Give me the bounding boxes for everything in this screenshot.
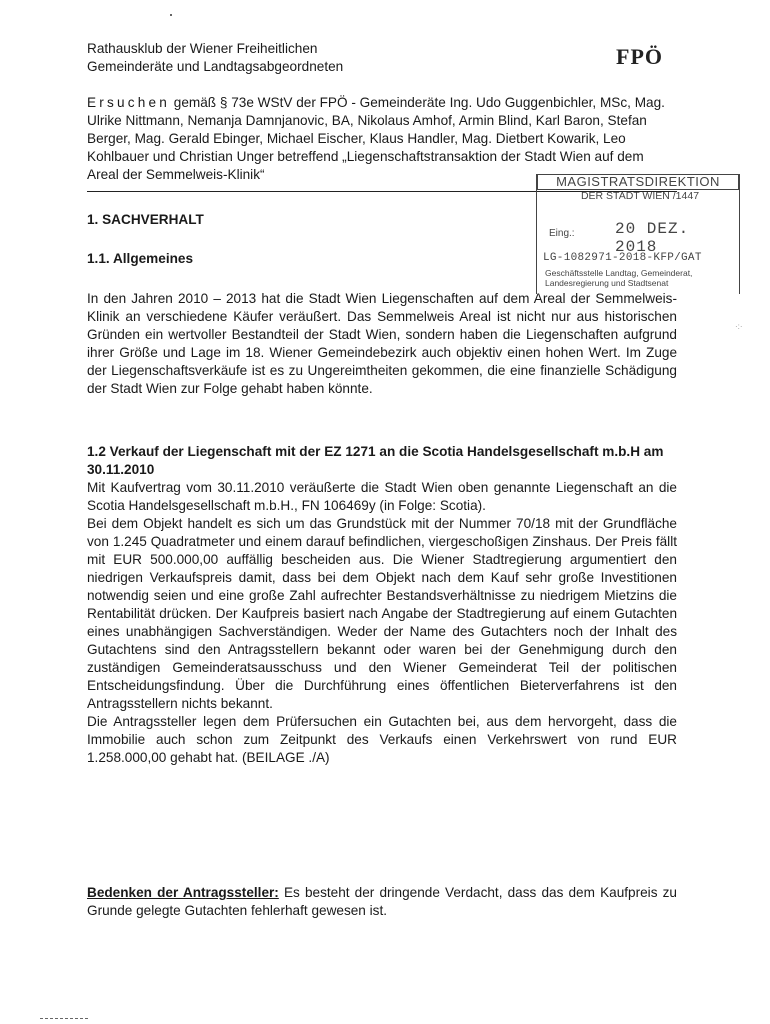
section-heading: 1. SACHVERHALT xyxy=(87,212,204,227)
request-intro xyxy=(87,94,677,184)
concerns-text: Es besteht der dringende Verdacht, dass das dem Kaufpreis zu Grunde gelegte Gutachten fehlerhaft gewesen ist. xyxy=(87,885,677,918)
request-text: gemäß § 73e WStV der FPÖ - Gemeinderäte Ing. Udo Guggenbichler, MSc, Mag. Ulrike Nittmann, Nemanja Damnjanovic, BA, Nikolaus Amhof, Armin Blind, Karl Baron, Stefan Berger, Mag. Gerald Ebinger, Michael Eischer, Klaus Handler, Mag. Dietbert Kowarik, Leo Kohlbauer und Christian Unger betreffend „Liegenschaftstransaktion der Stadt Wien auf dem Areal der Semmelweis-Klinik“ xyxy=(87,95,665,182)
stamp-department: Geschäftsstelle Landtag, Gemeinderat, Landesregierung und Stadtsenat xyxy=(545,268,693,288)
stamp-city: DER STADT WIEN /1447 xyxy=(580,190,700,202)
stamp-office: MAGISTRATSDIREKTION xyxy=(537,174,739,190)
subsection-heading-sale: 1.2 Verkauf der Liegenschaft mit der EZ 1271 an die Scotia Handelsgesellschaft m.b.H am 30.11.2010 xyxy=(87,444,664,477)
scan-speck xyxy=(170,14,172,16)
paragraph-sale-details: Bei dem Objekt handelt es sich um das Grundstück mit der Nummer 70/18 mit der Grundfläche von 1.245 Quadratmeter und einem darauf befindlichen, viergeschoßigen Zinshaus. Der Preis fällt mit EUR 500.000,00 auffällig bescheiden aus. Die Wiener Stadtregierung argumentiert den niedrigen Verkaufspreis damit, dass bei dem Objekt nach dem Kauf sehr große Investitionen notwendig seien und eine große Zahl aufrechter Bestandsverhältnisse zu niedrigem Mietzins die Rentabilität drücken. Der Kaufpreis basiert nach Angabe der Stadtregierung auf einem Gutachten eines unabhängigen Sachverständigen. Weder der Name des Gutachters noch der Inhalt des Gutachtens sind den Antragsstellern bekannt oder waren bei der Genehmigung durch den zuständigen Gemeinderatsausschuss und den Wiener Gemeinderat Teil der politischen Entscheidungsfindung. Über die Durchführung eines öffentlichen Bieterverfahrens ist den Antragsstellern nichts bekannt. xyxy=(87,516,677,711)
party-logo: FPÖ xyxy=(616,44,663,69)
paragraph-general: In den Jahren 2010 – 2013 hat die Stadt Wien Liegenschaften auf dem Areal der Semmelweis-Klinik an verschiedene Käufer veräußert. Das Semmelweis Areal ist nicht nur aus historischen Gründen ein wertvoller Bestandteil der Stadt Wien, sondern haben die Liegenschaften aufgrund ihrer Größe und Lage im 18. Wiener Gemeindebezirk auch objektiv einen hohen Wert. Im Zuge der Liegenschaftsverkäufe ist es zu Ungereimtheiten gekommen, die eine finanzielle Schädigung der Stadt Wien zur Folge gehabt haben könnte. xyxy=(87,291,677,396)
paragraph-sale-appraisal: Die Antragssteller legen dem Prüfersuchen ein Gutachten bei, aus dem hervorgeht, dass die Immobilie auch schon zum Zeitpunkt des Verkaufs einen Verkehrswert von rund EUR 1.258.000,00 gehabt hat. (BEILAGE ./A) xyxy=(87,714,677,765)
letterhead-line-1: Rathausklub der Wiener Freiheitlichen xyxy=(87,41,318,56)
subsection-heading-general: 1.1. Allgemeines xyxy=(87,251,194,266)
paragraph-sale xyxy=(87,479,677,767)
request-keyword: Ersuchen xyxy=(87,95,171,110)
letterhead xyxy=(87,40,343,76)
scan-margin-marks: ·:· xyxy=(735,322,743,331)
receipt-stamp xyxy=(536,174,740,294)
stamp-eing-label: Eing.: xyxy=(549,228,575,239)
stamp-reference: LG-1082971-2018-KFP/GAT xyxy=(543,252,702,264)
paragraph-concerns xyxy=(87,884,677,920)
paragraph-sale-contract: Mit Kaufvertrag vom 30.11.2010 veräußerte die Stadt Wien oben genannte Liegenschaft an die Scotia Handelsgesellschaft m.b.H., FN 106469y (in Folge: Scotia). xyxy=(87,480,677,513)
stamp-date: 20 DEZ. 2018 xyxy=(615,220,690,256)
concerns-label: Bedenken der Antragssteller: xyxy=(87,885,279,900)
letterhead-line-2: Gemeinderäte und Landtagsabgeordneten xyxy=(87,59,344,74)
footnote-separator xyxy=(40,1018,88,1020)
